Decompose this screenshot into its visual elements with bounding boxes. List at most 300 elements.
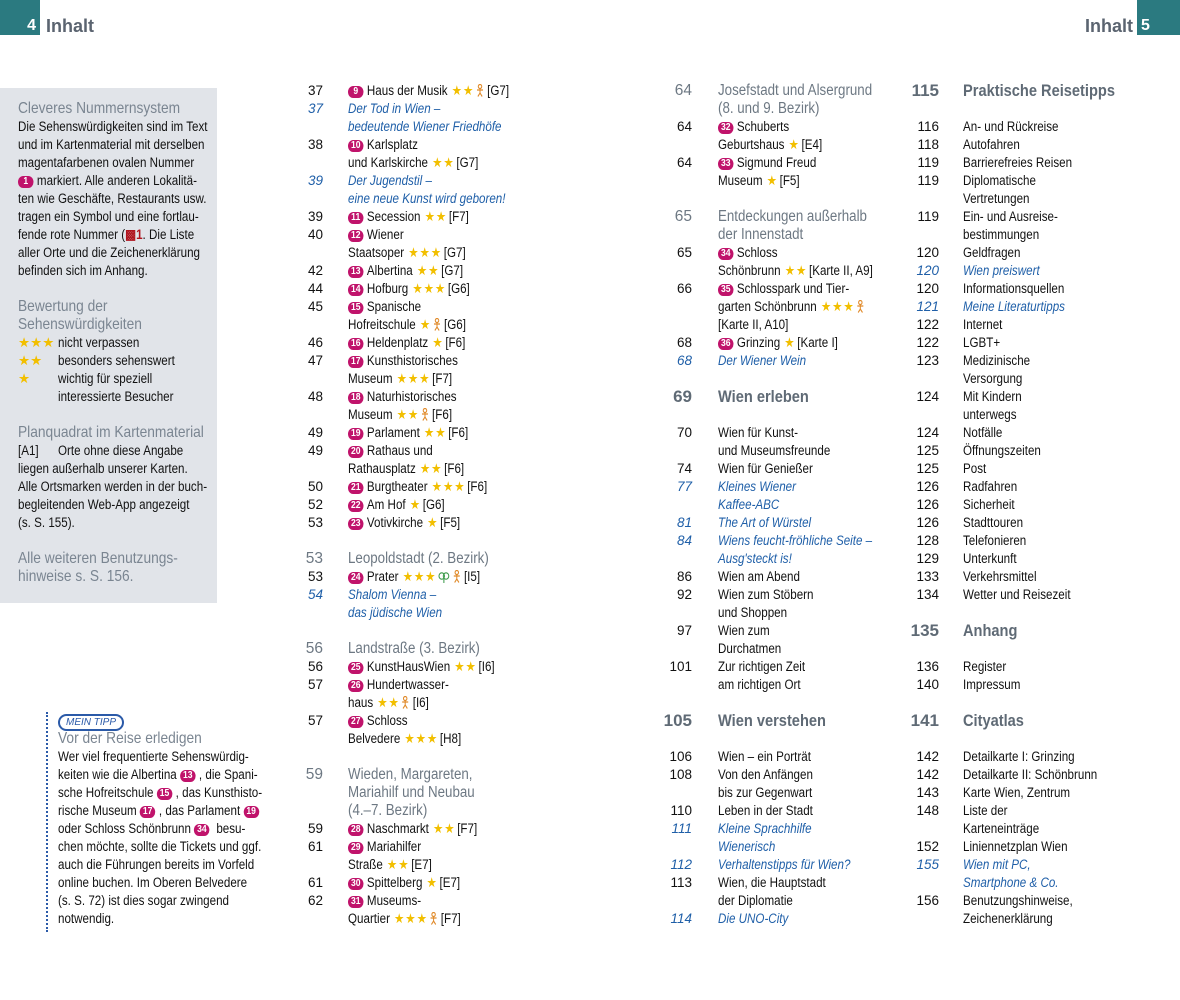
- toc-entry[interactable]: [895, 766, 1180, 784]
- map-grid-reference: [F7]: [457, 821, 478, 836]
- page-number: 123: [916, 353, 939, 368]
- entry-text-block: [963, 550, 1180, 568]
- entry-line-content: [963, 568, 1037, 586]
- entry-text-block: [348, 514, 578, 532]
- page-number: 124: [916, 425, 939, 440]
- star-rating-icon: ★★: [447, 83, 475, 98]
- page-number: 110: [670, 803, 692, 818]
- toc-entry[interactable]: [895, 532, 1180, 550]
- toc-entry[interactable]: [290, 676, 578, 712]
- page-number: 68: [676, 335, 692, 350]
- grid-title: Planquadrat im Kartenmaterial: [18, 424, 204, 441]
- page-number: 62: [307, 893, 323, 908]
- entry-line-content: [348, 586, 436, 604]
- entry-title: Barrierefreies Reisen: [963, 155, 1073, 170]
- tip-text: , die Spani-: [198, 767, 258, 782]
- entry-line-content: [348, 802, 427, 820]
- toc-entry[interactable]: [290, 208, 578, 226]
- page-number: 64: [676, 155, 692, 170]
- page-number: 38: [307, 137, 323, 152]
- entry-line: [963, 586, 1180, 604]
- toc-entry[interactable]: [895, 586, 1180, 604]
- toc-entry[interactable]: [895, 478, 1180, 496]
- page-number: 59: [307, 821, 323, 836]
- entry-title: Der Wiener Wein: [718, 353, 807, 368]
- toc-entry[interactable]: [290, 586, 578, 622]
- entry-line-content: [963, 208, 1058, 226]
- entry-line: [348, 820, 578, 838]
- entry-line-content: [348, 442, 433, 460]
- entry-line-content: [963, 892, 1073, 910]
- entry-text-block: [348, 874, 578, 892]
- map-grid-reference: [F7]: [432, 371, 453, 386]
- numbering-text: ten wie Geschäfte, Restaurants usw.: [18, 191, 207, 206]
- page-number: 64: [676, 119, 692, 134]
- toc-entry[interactable]: [895, 208, 1180, 244]
- toc-entry[interactable]: [290, 424, 578, 442]
- tip-line-text: [58, 784, 262, 802]
- entry-line-content: [718, 676, 801, 694]
- entry-line: [963, 478, 1180, 496]
- star-rating-icon: ★★★: [398, 569, 437, 584]
- page-number: 53: [307, 515, 323, 530]
- numbering-title: Cleveres Nummernsystem: [18, 100, 181, 117]
- entry-title: Wien preiswert: [963, 263, 1040, 278]
- entry-line-content: [718, 820, 812, 838]
- toc-entry[interactable]: [895, 424, 1180, 442]
- toc-entry[interactable]: [895, 856, 1180, 892]
- entry-line-content: [348, 730, 461, 748]
- oval-number-marker: 16: [348, 338, 363, 350]
- star-rating-icon: ★: [428, 335, 444, 350]
- toc-entry[interactable]: [290, 334, 578, 352]
- page-number: 141: [910, 711, 939, 730]
- toc-entry[interactable]: [290, 172, 578, 208]
- tip-line: [58, 748, 276, 766]
- map-grid-reference: [F6]: [467, 479, 488, 494]
- oval-number-marker: 31: [348, 896, 363, 908]
- rating-legend-row: [18, 370, 217, 388]
- entry-title: Stadttouren: [963, 515, 1024, 530]
- toc-entry[interactable]: [895, 784, 1180, 802]
- star-rating-icon: ★: [784, 137, 800, 152]
- toc-section-heading[interactable]: [290, 640, 578, 658]
- entry-line-content: [348, 100, 440, 118]
- toc-column: [895, 82, 1180, 928]
- entry-title: Kleines Wiener: [718, 479, 796, 494]
- page-number: 143: [916, 785, 939, 800]
- page-number: 97: [676, 623, 692, 638]
- tip-text: , das Kunsthisto-: [175, 785, 263, 800]
- map-grid-reference: [Karte I]: [797, 335, 838, 350]
- page-number: 44: [307, 281, 323, 296]
- page-number: 37: [307, 101, 323, 116]
- toc-entry[interactable]: [895, 658, 1180, 676]
- entry-text-block: [963, 622, 1180, 640]
- entry-line-content: [963, 676, 1020, 694]
- entry-text-block: [348, 820, 578, 838]
- entry-title: Geldfragen: [963, 245, 1021, 260]
- entry-title: der Diplomatie: [718, 893, 793, 908]
- entry-title: Grinzing: [736, 335, 781, 350]
- star-rating-icon: ★★: [382, 857, 410, 872]
- toc-entry[interactable]: [895, 136, 1180, 154]
- oval-number-marker: 30: [348, 878, 363, 890]
- entry-title: Sigmund Freud: [736, 155, 817, 170]
- page-number: 124: [916, 389, 939, 404]
- entry-line-content: [348, 208, 469, 226]
- toc-entry[interactable]: [290, 100, 578, 136]
- oval-number-marker: 12: [348, 230, 363, 242]
- toc-entry[interactable]: [895, 550, 1180, 568]
- entry-line: [963, 460, 1180, 478]
- toc-part-heading[interactable]: [895, 622, 1180, 640]
- entry-line: [348, 586, 578, 604]
- entry-line-content: [348, 388, 457, 406]
- entry-text-block: [348, 334, 578, 352]
- page-number: 119: [917, 155, 939, 170]
- oval-number-marker: 19: [243, 806, 258, 818]
- mein-tipp-logo: MEIN TIPP: [58, 714, 124, 731]
- toc-entry[interactable]: [290, 568, 578, 586]
- running-header-left: Inhalt: [46, 16, 94, 36]
- entry-line-content: [348, 154, 478, 172]
- entry-line-content: [718, 838, 775, 856]
- page-number: 148: [916, 803, 939, 818]
- page-number: 42: [307, 263, 323, 278]
- map-grid-reference: [G7]: [456, 155, 479, 170]
- entry-title: Museum: [718, 173, 763, 188]
- page-number: 49: [307, 443, 323, 458]
- toc-entry[interactable]: [895, 316, 1180, 334]
- oval-number-example: 1: [18, 176, 33, 188]
- entry-line: [963, 532, 1180, 550]
- entry-text-block: [963, 262, 1180, 280]
- entry-line-content: [348, 496, 445, 514]
- entry-title: (4.–7. Bezirk): [348, 802, 428, 819]
- toc-entry[interactable]: [895, 892, 1180, 928]
- entry-line-content: [718, 550, 792, 568]
- entry-text-block: [963, 460, 1180, 478]
- star-rating-icon: ★★★: [18, 335, 55, 350]
- entry-title: Shalom Vienna –: [348, 587, 437, 602]
- entry-line: [963, 802, 1180, 820]
- entry-line-content: [963, 622, 1017, 640]
- entry-line: [963, 190, 1180, 208]
- tip-line-text: [58, 892, 229, 910]
- page-number: 92: [676, 587, 692, 602]
- page-number: 46: [307, 335, 323, 350]
- toc-entry[interactable]: [895, 748, 1180, 766]
- toc-entry[interactable]: [895, 118, 1180, 136]
- star-rating-icon: ★★: [18, 353, 43, 368]
- entry-title: Anhang: [963, 621, 1018, 640]
- oval-number-marker: 17: [348, 356, 363, 368]
- tip-line-text: [58, 766, 258, 784]
- toc-entry[interactable]: [895, 298, 1180, 316]
- entry-title: bestimmungen: [963, 227, 1040, 242]
- entry-line: [963, 658, 1180, 676]
- page-number: 116: [917, 119, 939, 134]
- tip-text: oder Schloss Schönbrunn: [58, 821, 195, 836]
- toc-entry[interactable]: [290, 280, 578, 298]
- entry-line: [348, 172, 578, 190]
- tip-text: (s. S. 72) ist dies sogar zwingend: [58, 893, 230, 908]
- page-number: 112: [670, 857, 692, 872]
- toc-entry[interactable]: [290, 226, 578, 262]
- entry-line-content: [348, 262, 463, 280]
- entry-title: Autofahren: [963, 137, 1020, 152]
- entry-title: Naschmarkt: [366, 821, 429, 836]
- toc-entry[interactable]: [290, 298, 578, 334]
- entry-line-content: [963, 388, 1022, 406]
- entry-title: Quartier: [348, 911, 390, 926]
- entry-line: [348, 568, 578, 586]
- entry-line: [963, 280, 1180, 298]
- entry-text-block: [348, 262, 578, 280]
- toc-section-heading[interactable]: [290, 766, 578, 820]
- toc-entry[interactable]: [895, 676, 1180, 694]
- toc-part-heading[interactable]: [895, 712, 1180, 730]
- entry-title: Museums-: [366, 893, 422, 908]
- entry-line-content: [963, 820, 1039, 838]
- entry-line-content: [963, 280, 1064, 298]
- entry-title: Liste der: [963, 803, 1008, 818]
- toc-entry[interactable]: [290, 874, 578, 892]
- entry-title: Straße: [348, 857, 383, 872]
- toc-entry[interactable]: [895, 280, 1180, 298]
- page-number: 125: [916, 443, 939, 458]
- toc-entry[interactable]: [290, 136, 578, 172]
- toc-part-heading[interactable]: [895, 82, 1180, 100]
- entry-line-content: [718, 802, 813, 820]
- entry-title: Wetter und Reisezeit: [963, 587, 1071, 602]
- entry-title: [Karte II, A10]: [718, 317, 789, 332]
- tip-line-text: [58, 838, 261, 856]
- entry-title: Naturhistorisches: [366, 389, 457, 404]
- toc-entry[interactable]: [895, 838, 1180, 856]
- entry-line-content: [963, 874, 1059, 892]
- child-friendly-icon: [430, 912, 438, 930]
- entry-line-content: [963, 316, 1002, 334]
- map-grid-reference: [G6]: [444, 317, 466, 332]
- entry-line: [963, 82, 1180, 100]
- rating-legend-row: [18, 388, 217, 406]
- toc-entry[interactable]: [290, 514, 578, 532]
- oval-number-marker: 19: [348, 428, 363, 440]
- entry-line-content: [348, 910, 461, 930]
- grid-text: (s. S. 155).: [18, 515, 75, 530]
- toc-entry[interactable]: [290, 352, 578, 388]
- toc-entry[interactable]: [290, 442, 578, 478]
- entry-line-content: [963, 82, 1115, 100]
- toc-entry[interactable]: [290, 892, 578, 928]
- toc-entry[interactable]: [895, 244, 1180, 262]
- tip-title: Vor der Reise erledigen: [58, 730, 202, 747]
- entry-line-content: [718, 208, 867, 226]
- entry-line: [348, 136, 578, 154]
- page-number: 53: [305, 550, 323, 567]
- entry-text-block: [963, 154, 1180, 172]
- tip-text: rische Museum: [58, 803, 140, 818]
- toc-column: [290, 82, 578, 928]
- entry-title: Leopoldstadt (2. Bezirk): [348, 550, 489, 567]
- toc-entry[interactable]: [290, 82, 578, 100]
- toc-entry[interactable]: [895, 154, 1180, 172]
- entry-line: [348, 676, 578, 694]
- tip-text: besu-: [213, 821, 246, 836]
- toc-entry[interactable]: [290, 388, 578, 424]
- entry-title: Versorgung: [963, 371, 1023, 386]
- toc-entry[interactable]: [290, 838, 578, 874]
- toc-entry[interactable]: [895, 802, 1180, 838]
- entry-line-content: [718, 172, 800, 190]
- entry-line-content: [963, 442, 1041, 460]
- entry-text-block: [348, 892, 578, 928]
- tip-text: online buchen. Im Oberen Belvedere: [58, 875, 248, 890]
- star-rating-icon: ★★★: [427, 479, 466, 494]
- entry-title: haus: [348, 695, 374, 710]
- entry-title: Kaffee-ABC: [718, 497, 780, 512]
- page-number: 65: [674, 208, 692, 225]
- page-number: 64: [674, 82, 692, 99]
- oval-number-marker: 23: [348, 518, 363, 530]
- tip-text: notwendig.: [58, 911, 115, 926]
- toc-entry[interactable]: [895, 514, 1180, 532]
- entry-title: Parlament: [366, 425, 420, 440]
- page-number: 47: [307, 353, 323, 368]
- star-rating-icon: ★: [762, 173, 778, 188]
- entry-line-content: [718, 388, 809, 406]
- entry-line: [963, 892, 1180, 910]
- toc-entry[interactable]: [290, 496, 578, 514]
- running-header-right: Inhalt: [1085, 16, 1133, 36]
- entry-line-content: [718, 226, 803, 244]
- entry-title: Notfälle: [963, 425, 1003, 440]
- entry-line-content: [718, 748, 811, 766]
- toc-entry[interactable]: [290, 658, 578, 676]
- toc-entry[interactable]: [290, 478, 578, 496]
- toc-entry[interactable]: [290, 712, 578, 748]
- toc-entry[interactable]: [895, 334, 1180, 352]
- entry-line: [348, 838, 578, 856]
- entry-text-block: [348, 478, 578, 496]
- entry-line: [963, 334, 1180, 352]
- entry-title: Schloss: [366, 713, 408, 728]
- page-number-tab-right: [1137, 0, 1180, 35]
- toc-entry[interactable]: [895, 172, 1180, 208]
- entry-line-content: [348, 568, 480, 588]
- entry-title: Rathausplatz: [348, 461, 416, 476]
- entry-line-content: [718, 874, 826, 892]
- entry-text-block: [963, 208, 1180, 244]
- entry-line-content: [718, 244, 778, 262]
- toc-entry[interactable]: [895, 442, 1180, 460]
- tip-line-text: [58, 910, 114, 928]
- oval-number-marker: 35: [718, 284, 733, 296]
- oval-number-marker: 21: [348, 482, 363, 494]
- toc-entry[interactable]: [290, 262, 578, 280]
- entry-line-content: [348, 874, 460, 892]
- entry-title: Schönbrunn: [718, 263, 781, 278]
- toc-entry[interactable]: [895, 388, 1180, 424]
- entry-text-block: [963, 892, 1180, 928]
- entry-line: [348, 334, 578, 352]
- entry-line-content: [718, 622, 770, 640]
- entry-title: Der Tod in Wien –: [348, 101, 441, 116]
- toc-entry[interactable]: [290, 820, 578, 838]
- entry-line-content: [348, 766, 472, 784]
- entry-line-content: [348, 892, 421, 910]
- entry-line: [963, 874, 1180, 892]
- toc-section-heading[interactable]: [290, 550, 578, 568]
- entry-line-content: [348, 118, 502, 136]
- tip-line: [58, 910, 276, 928]
- rating-title: Bewertung der: [18, 298, 108, 315]
- entry-text-block: [963, 244, 1180, 262]
- entry-line: [963, 496, 1180, 514]
- toc-entry[interactable]: [895, 568, 1180, 586]
- usage-info-box: [0, 88, 217, 603]
- entry-line-content: [348, 784, 475, 802]
- map-grid-reference: [F5]: [440, 515, 461, 530]
- entry-line: [963, 568, 1180, 586]
- numbering-text: aller Orte und die Zeichenerklärung: [18, 245, 200, 260]
- entry-title: Ausg'steckt is!: [718, 551, 792, 566]
- entry-line: [348, 190, 578, 208]
- entry-title: und Shoppen: [718, 605, 788, 620]
- entry-title: Kleine Sprachhilfe: [718, 821, 812, 836]
- page-number: 39: [307, 173, 323, 188]
- page-number: 40: [307, 227, 323, 242]
- entry-line-content: [963, 118, 1059, 136]
- entry-text-block: [963, 352, 1180, 388]
- entry-text-block: [963, 676, 1180, 694]
- entry-text-block: [963, 172, 1180, 208]
- page-number: 54: [307, 587, 323, 602]
- star-rating-icon: ★★★: [400, 731, 439, 746]
- entry-line: [348, 640, 578, 658]
- entry-text-block: [348, 388, 578, 424]
- toc-entry[interactable]: [895, 352, 1180, 388]
- entry-line-content: [718, 586, 814, 604]
- toc-entry[interactable]: [895, 496, 1180, 514]
- entry-title: garten Schönbrunn: [718, 299, 817, 314]
- entry-line-content: [963, 460, 986, 478]
- entry-text-block: [348, 550, 578, 568]
- page-number: 56: [305, 640, 323, 657]
- entry-title: KunstHausWien: [366, 659, 451, 674]
- oval-number-marker: 32: [718, 122, 733, 134]
- entry-title: Wien mit PC,: [963, 857, 1031, 872]
- map-grid-reference: [G6]: [447, 281, 470, 296]
- entry-title: Wieden, Margareten,: [348, 766, 473, 783]
- page-number: 115: [911, 81, 939, 100]
- toc-entry[interactable]: [895, 460, 1180, 478]
- page-number: 120: [916, 245, 939, 260]
- toc-entry[interactable]: [895, 262, 1180, 280]
- tip-line: [58, 820, 276, 838]
- entry-line: [348, 910, 578, 928]
- star-rating-icon: ★★: [420, 209, 448, 224]
- entry-title: Wiens feucht-fröhliche Seite –: [718, 533, 873, 548]
- entry-title: Wienerisch: [718, 839, 776, 854]
- entry-text-block: [963, 82, 1180, 100]
- entry-line-content: [718, 118, 789, 136]
- entry-title: Die UNO-City: [718, 911, 789, 926]
- entry-line: [963, 316, 1180, 334]
- entry-title: Register: [963, 659, 1007, 674]
